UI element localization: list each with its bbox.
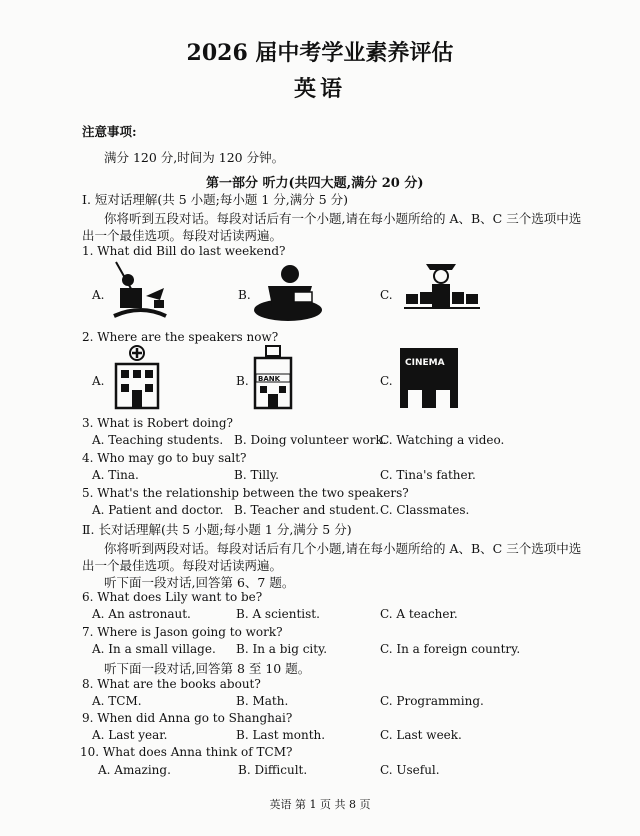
q10-option-b: B. Difficult.: [238, 763, 308, 777]
q6-option-b: B. A scientist.: [236, 607, 320, 621]
cinema-sign: CINEMA: [405, 358, 445, 368]
section2-instructions-line2: 出一个最佳选项。每段对话读两遍。: [82, 558, 283, 573]
section1-heading: Ⅰ. 短对话理解(共 5 小题;每小题 1 分,满分 5 分): [82, 192, 349, 207]
q6-option-a: A. An astronaut.: [92, 607, 191, 621]
q6-option-c: C. A teacher.: [380, 607, 458, 621]
question-9-stem: 9. When did Anna go to Shanghai?: [82, 711, 293, 725]
part1-heading: 第一部分 听力(共四大题,满分 20 分): [206, 176, 424, 191]
q8-option-c: C. Programming.: [380, 694, 484, 708]
q3-option-b: B. Doing volunteer work.: [234, 433, 387, 447]
q9-option-b: B. Last month.: [236, 728, 326, 742]
q8-option-a: A. TCM.: [92, 694, 142, 708]
q4-option-a: A. Tina.: [92, 468, 139, 482]
dialog1-instruction: 听下面一段对话,回答第 6、7 题。: [104, 575, 295, 590]
section1-instructions-line2: 出一个最佳选项。每段对话读两遍。: [82, 228, 283, 243]
q9-option-c: C. Last week.: [380, 728, 462, 742]
q7-option-c: C. In a foreign country.: [380, 642, 521, 656]
question-4-stem: 4. Who may go to buy salt?: [82, 451, 247, 465]
q2-option-a-label: A.: [92, 374, 105, 388]
question-8-stem: 8. What are the books about?: [82, 677, 261, 691]
q7-option-a: A. In a small village.: [92, 642, 216, 656]
dialog2-instruction: 听下面一段对话,回答第 8 至 10 题。: [104, 661, 311, 676]
q2-option-a-hospital-image: [112, 344, 162, 410]
q1-option-a-label: A.: [92, 288, 105, 302]
q2-option-c-cinema-image: [398, 344, 460, 410]
q3-option-c: C. Watching a video.: [380, 433, 505, 447]
section2-heading: Ⅱ. 长对话理解(共 5 小题;每小题 1 分,满分 5 分): [82, 522, 352, 537]
page-footer: 英语 第 1 页 共 8 页: [269, 798, 371, 811]
q8-option-b: B. Math.: [236, 694, 289, 708]
bank-sign: BANK: [258, 375, 281, 383]
exam-title: 2026 届中考学业素养评估: [186, 40, 454, 66]
question-6-stem: 6. What does Lily want to be?: [82, 590, 263, 604]
subject-title: 英语: [293, 76, 346, 102]
q2-option-b-label: B.: [236, 374, 249, 388]
q1-option-b-image: [250, 262, 326, 324]
q1-option-b-label: B.: [238, 288, 251, 302]
q2-option-c-label: C.: [380, 374, 393, 388]
q4-option-b: B. Tilly.: [234, 468, 279, 482]
question-3-stem: 3. What is Robert doing?: [82, 416, 233, 430]
question-10-stem: 10. What does Anna think of TCM?: [80, 745, 293, 759]
question-1-stem: 1. What did Bill do last weekend?: [82, 244, 286, 258]
question-2-stem: 2. Where are the speakers now?: [82, 330, 279, 344]
q5-option-c: C. Classmates.: [380, 503, 470, 517]
section2-instructions-line1: 你将听到两段对话。每段对话后有几个小题,请在每小题所给的 A、B、C 三个选项中选: [104, 541, 582, 556]
notes-line: 满分 120 分,时间为 120 分钟。: [104, 150, 285, 165]
q3-option-a: A. Teaching students.: [92, 433, 224, 447]
question-5-stem: 5. What's the relationship between the two speakers?: [82, 486, 409, 500]
q10-option-a: A. Amazing.: [98, 763, 171, 777]
q5-option-b: B. Teacher and student.: [234, 503, 380, 517]
question-7-stem: 7. Where is Jason going to work?: [82, 625, 283, 639]
q1-option-c-label: C.: [380, 288, 393, 302]
q1-option-c-image: [400, 256, 482, 322]
q9-option-a: A. Last year.: [92, 728, 168, 742]
q10-option-c: C. Useful.: [380, 763, 440, 777]
q1-option-a-image: [108, 258, 174, 324]
q4-option-c: C. Tina's father.: [380, 468, 476, 482]
q5-option-a: A. Patient and doctor.: [92, 503, 224, 517]
section1-instructions-line1: 你将听到五段对话。每段对话后有一个小题,请在每小题所给的 A、B、C 三个选项中选: [104, 211, 582, 226]
notes-heading: 注意事项:: [82, 124, 137, 139]
q7-option-b: B. In a big city.: [236, 642, 328, 656]
